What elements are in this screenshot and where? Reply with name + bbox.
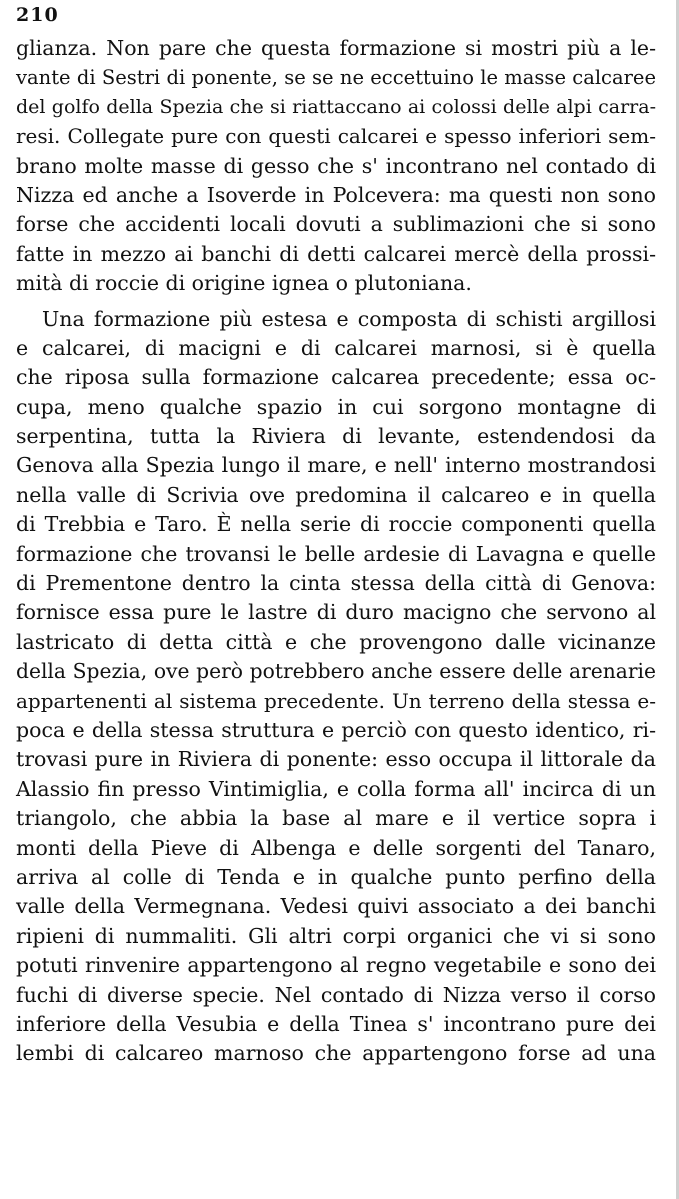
paragraph-1 [16, 34, 656, 299]
text-line: Nizza ed anche a Isoverde in Polcevera: ma questi non sono [16, 182, 656, 207]
text-line: vante di Sestri di ponente, se se ne eccettuino le masse calcaree [16, 66, 656, 90]
text-line: arriva al colle di Tenda e in qualche punto perfino della [16, 864, 656, 889]
text-line: serpentina, tutta la Riviera di levante, estendendosi da [16, 424, 656, 449]
text-line: forse che accidenti locali dovuti a sublimazioni che si sono [16, 212, 656, 237]
text-line: fuchi di diverse specie. Nel contado di Nizza verso il corso [16, 982, 656, 1007]
text-line: fornisce essa pure le lastre di duro macigno che servono al [16, 600, 656, 625]
text-line: inferiore della Vesubia e della Tinea s' incontrano pure dei [16, 1011, 656, 1036]
body-text [16, 34, 656, 1069]
text-line: brano molte masse di gesso che s' incontrano nel contado di [16, 153, 656, 178]
text-line: monti della Pieve di Albenga e delle sorgenti del Tanaro, [16, 835, 656, 860]
text-line: della Spezia, ove però potrebbero anche essere delle arenarie [16, 659, 656, 684]
text-line: nella valle di Scrivia ove predomina il calcareo e in quella [16, 482, 656, 507]
text-line: triangolo, che abbia la base al mare e il vertice sopra i [16, 806, 656, 831]
text-line: Una formazione più estesa e composta di schisti argillosi [42, 306, 656, 331]
text-line: formazione che trovansi le belle ardesie di Lavagna e quelle [16, 541, 656, 566]
text-line: lastricato di detta città e che provengono dalle vicinanze [16, 629, 656, 654]
text-line: potuti rinvenire appartengono al regno vegetabile e sono dei [16, 953, 656, 978]
text-line: e calcarei, di macigni e di calcarei marnosi, si è quella [16, 335, 656, 360]
text-line: di Trebbia e Taro. È nella serie di roccie componenti quella [16, 512, 656, 537]
text-line: di Prementone dentro la cinta stessa della città di Genova: [16, 571, 656, 596]
text-line: valle della Vermegnana. Vedesi quivi associato a dei banchi [16, 894, 656, 919]
paragraph-2 [16, 305, 656, 1069]
text-line: Genova alla Spezia lungo il mare, e nell' interno mostrandosi [16, 453, 656, 478]
text-line: resi. Collegate pure con questi calcarei e spesso inferiori sem- [16, 124, 656, 149]
text-line: che riposa sulla formazione calcarea precedente; essa oc- [16, 365, 656, 390]
text-line: mità di roccie di origine ignea o plutoniana. [16, 271, 472, 296]
text-line: glianza. Non pare che questa formazione si mostri più a le- [16, 36, 656, 60]
text-line: ripieni di nummaliti. Gli altri corpi organici che vi si sono [16, 923, 656, 948]
text-line: del golfo della Spezia che si riattaccano ai colossi delle alpi carra- [16, 95, 656, 118]
text-line: cupa, meno qualche spazio in cui sorgono montagne di [16, 394, 656, 419]
text-line: trovasi pure in Riviera di ponente: esso occupa il littorale da [16, 747, 656, 772]
text-line: appartenenti al sistema precedente. Un terreno della stessa e- [16, 688, 656, 713]
page-number: 210 [16, 4, 59, 26]
text-line: Alassio fin presso Vintimiglia, e colla forma all' incirca di un [16, 776, 656, 801]
text-line: lembi di calcareo marnoso che appartengono forse ad una [16, 1041, 656, 1066]
text-line: fatte in mezzo ai banchi di detti calcarei mercè della prossi- [16, 241, 656, 266]
text-line: poca e della stessa struttura e perciò con questo identico, ri- [16, 717, 656, 742]
